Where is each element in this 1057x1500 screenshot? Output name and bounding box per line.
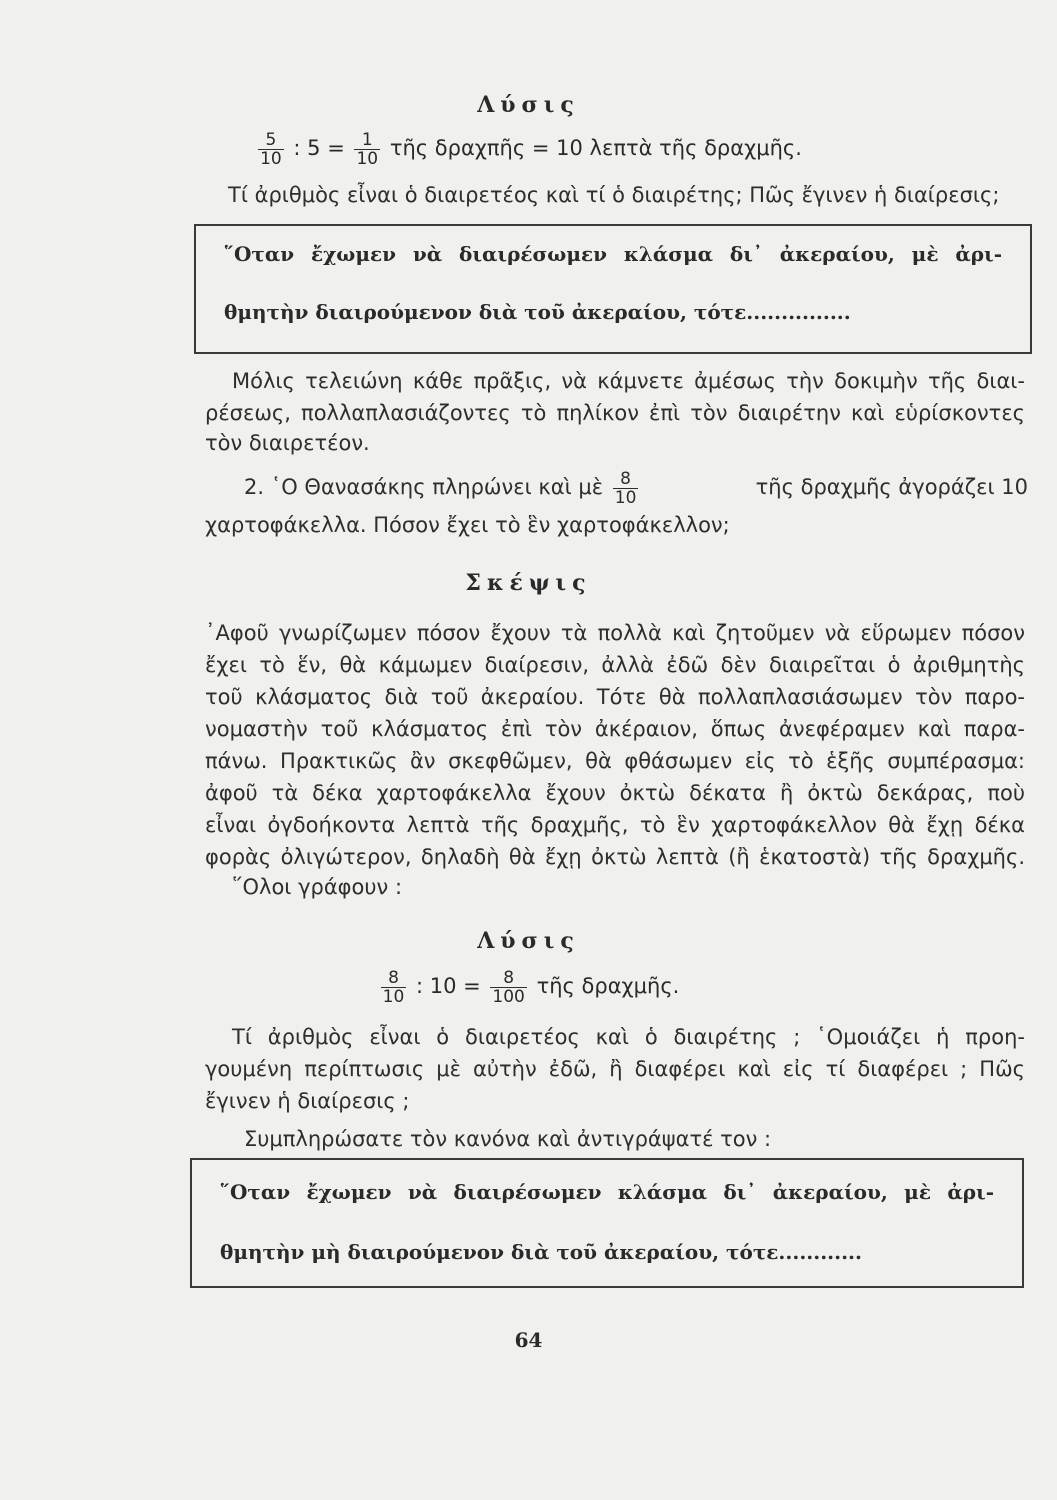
- thinking-line-2: ἔχει τὸ ἕν, θὰ κάμωμεν διαίρεσιν, ἀλλὰ ἐδῶ δὲν διαιρεῖται ὁ ἀριθμητὴς: [205, 653, 1025, 677]
- page-number: 64: [514, 1328, 543, 1352]
- fraction-5-10: $\frac{5}{10}$: [260, 129, 282, 169]
- thinking-line-6: ἀφοῦ τὰ δέκα χαρτοφάκελλα ἔχουν ὀκτὼ δέκατα ἢ ὀκτὼ δεκάρας, ποὺ: [205, 781, 1025, 805]
- rule-box-2-line-1: ῞Οταν ἔχωμεν νὰ διαιρέσωμεν κλάσμα δι᾿ ἀκεραίου, μὲ ἀρι-: [220, 1180, 994, 1204]
- question-2-line-2: γουμένη περίπτωσις μὲ αὐτὴν ἐδῶ, ἢ διαφέρει καὶ εἰς τί διαφέρει ; Πῶς: [205, 1057, 1025, 1081]
- problem-2-line-2: χαρτοφάκελλα. Πόσον ἔχει τὸ ἓν χαρτοφάκελλον;: [205, 513, 730, 537]
- check-paragraph-line-1: Μόλις τελειώνη κάθε πρᾶξις, νὰ κάμνετε ἀμέσως τὴν δοκιμὴν τῆς διαι-: [232, 369, 1025, 393]
- question-1: Τί ἀριθμὸς εἶναι ὁ διαιρετέος καὶ τί ὁ διαιρέτης; Πῶς ἔγινεν ἡ διαίρεσις;: [228, 183, 1000, 207]
- thinking-line-3: τοῦ κλάσματος διὰ τοῦ ἀκεραίου. Τότε θὰ πολλαπλασιάσωμεν τὸν παρο-: [205, 685, 1025, 709]
- problem-2-line-1: 2. ῾Ο Θανασάκης πληρώνει καὶ μὲ $\frac{8}{10}$ τῆς δραχμῆς ἀγοράζει 10: [244, 468, 1028, 508]
- equation-2: $\frac{8}{10}$ : 10 = $\frac{8}{100}$ τῆς δραχμῆς.: [382, 967, 680, 1007]
- thinking-line-9: ῞Ολοι γράφουν :: [232, 875, 403, 899]
- rule-box-1-line-1: ῞Οταν ἔχωμεν νὰ διαιρέσωμεν κλάσμα δι᾿ ἀκεραίου, μὲ ἀρι-: [224, 242, 1002, 266]
- solution-heading-2: Λύσις: [477, 928, 580, 954]
- rule-box-1-line-2: θμητὴν διαιρούμενον διὰ τοῦ ἀκεραίου, τότε...............: [224, 300, 851, 324]
- instruction-line: Συμπληρώσατε τὸν κανόνα καὶ ἀντιγράψατέ τον :: [244, 1127, 772, 1151]
- thinking-line-7: εἶναι ὀγδοήκοντα λεπτὰ τῆς δραχμῆς, τὸ ἓν χαρτοφάκελλον θὰ ἔχῃ δέκα: [205, 813, 1025, 837]
- fraction-1-10: $\frac{1}{10}$: [356, 129, 379, 169]
- fraction-8-10-b: $\frac{8}{10}$: [382, 967, 405, 1007]
- rule-box-2: [190, 1158, 1024, 1288]
- check-paragraph-line-2: ρέσεως, πολλαπλασιάζοντες τὸ πηλίκον ἐπὶ τὸν διαιρέτην καὶ εὑρίσκοντες: [205, 401, 1025, 425]
- rule-box-1: [194, 224, 1032, 354]
- fraction-8-100: $\frac{8}{100}$: [492, 967, 525, 1007]
- check-paragraph-line-3: τὸν διαιρετέον.: [205, 431, 370, 455]
- thinking-line-5: πάνω. Πρακτικῶς ἂν σκεφθῶμεν, θὰ φθάσωμεν εἰς τὸ ἑξῆς συμπέρασμα:: [205, 749, 1025, 773]
- thinking-line-1: ᾿Αφοῦ γνωρίζωμεν πόσον ἔχουν τὰ πολλὰ καὶ ζητοῦμεν νὰ εὕρωμεν πόσον: [205, 621, 1025, 645]
- equation-1: $\frac{5}{10}$ : 5 = $\frac{1}{10}$ τῆς δραχπῆς = 10 λεπτὰ τῆς δραχμῆς.: [260, 129, 802, 169]
- solution-heading-1: Λύσις: [477, 92, 580, 118]
- thinking-line-4: νομαστὴν τοῦ κλάσματος ἐπὶ τὸν ἀκέραιον, ὅπως ἀνεφέραμεν καὶ παρα-: [205, 717, 1025, 741]
- thinking-line-8: φορὰς ὀλιγώτερον, δηλαδὴ θὰ ἔχῃ ὀκτὼ λεπτὰ (ἢ ἑκατοστὰ) τῆς δραχμῆς.: [205, 845, 1025, 869]
- thinking-heading: Σκέψις: [465, 570, 592, 596]
- rule-box-2-line-2: θμητὴν μὴ διαιρούμενον διὰ τοῦ ἀκεραίου, τότε............: [220, 1240, 862, 1264]
- question-2-line-1: Τί ἀριθμὸς εἶναι ὁ διαιρετέος καὶ ὁ διαιρέτης ; ῾Ομοιάζει ἡ προη-: [232, 1025, 1025, 1049]
- question-2-line-3: ἔγινεν ἡ διαίρεσις ;: [205, 1089, 410, 1113]
- fraction-8-10: $\frac{8}{10}$: [614, 468, 637, 508]
